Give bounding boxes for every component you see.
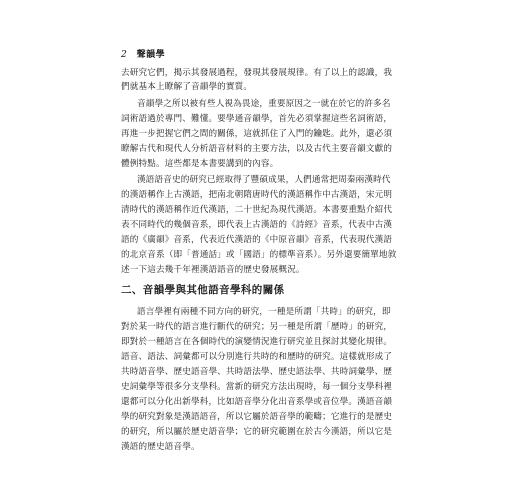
paragraph-line: 清時代的漢語稱作近代漢語，二十世紀為現代漢語。本書要重點介紹代 xyxy=(121,205,393,215)
paragraph-line: 再進一步把握它們之間的關係，這就抓住了入門的鑰匙。此外，還必須 xyxy=(121,129,393,139)
paragraph-line: 還都可以分化出新學科，比如語音學分化出音系學或音位學。漢語音韻 xyxy=(121,397,393,407)
paragraph-line: 表不同時代的幾個音系，即代表上古漢語的《詩經》音系，代表中古漢 xyxy=(121,220,393,230)
paragraph-line: 們就基本上瞭解了音韻學的實質。 xyxy=(121,82,253,92)
paragraph-line: 瞭解古代和現代人分析語音材料的主要方法，以及古代主要音韻文獻的 xyxy=(121,144,393,154)
paragraph-line: 的北京音系（即「普通話」或「國語」的標準音系）。另外還要簡單地敘 xyxy=(121,250,397,260)
paragraph-line: 史詞彙學等很多分支學科。當新的研究方法出現時，每一個分支學科裡 xyxy=(121,382,393,392)
page-number: 2 xyxy=(121,50,128,60)
paragraph-line: 的研究，所以屬於歷史語音學；它的研究範圍在於古今漢語，所以它是 xyxy=(121,427,393,437)
paragraph-line: 共時語音學、歷史語音學、共時語法學、歷史語法學、共時詞彙學、歷 xyxy=(121,367,393,377)
paragraph-line: 的漢語稱作上古漢語，把南北朝隋唐時代的漢語稱作中古漢語，宋元明 xyxy=(121,190,393,200)
paragraph-line: 語音、語法、詞彙都可以分別進行共時的和歷時的研究。這樣就形成了 xyxy=(121,352,393,362)
paragraph-line: 述一下這去幾千年裡漢語語音的歷史發展概況。 xyxy=(121,265,305,275)
paragraph-line: 漢語的歷史語音學。 xyxy=(121,442,200,452)
paragraph-line: 語的《廣韻》音系，代表近代漢語的《中原音韻》音系，代表現代漢語 xyxy=(121,235,393,245)
paragraph-line: 音韻學之所以被有些人視為畏途，重要原因之一就在於它的許多名 xyxy=(137,99,391,109)
paragraph-line: 語言學裡有兩種不同方向的研究，一種是所謂「共時」的研究，即 xyxy=(137,307,391,317)
paragraph-line: 學的研究對象是漢語語音，所以它屬於語音學的範疇；它進行的是歷史 xyxy=(121,412,393,422)
paragraph-line: 去研究它們，揭示其發展過程，發現其發展規律。有了以上的認識，我 xyxy=(121,68,393,78)
running-title: 聲韻學 xyxy=(136,50,166,60)
paragraph-line: 詞術語過於專門、難懂。要學通音韻學，首先必須掌握這些名詞術語， xyxy=(121,114,393,124)
section-heading: 二、音韻學與其他語音學科的關係 xyxy=(121,284,285,296)
paragraph-line: 體例特點。這些都是本書要講到的內容。 xyxy=(121,159,279,169)
running-head xyxy=(121,47,165,60)
paragraph-line: 對於某一時代的語言進行斷代的研究；另一種是所謂「歷時」的研究， xyxy=(121,322,393,332)
paragraph-line: 漢語語音史的研究已經取得了豐碩成果，人們通常把周秦兩漢時代 xyxy=(137,175,391,185)
paragraph-line: 即對於一種語言在各個時代的演變情況進行研究並且探討其變化規律。 xyxy=(121,337,393,347)
